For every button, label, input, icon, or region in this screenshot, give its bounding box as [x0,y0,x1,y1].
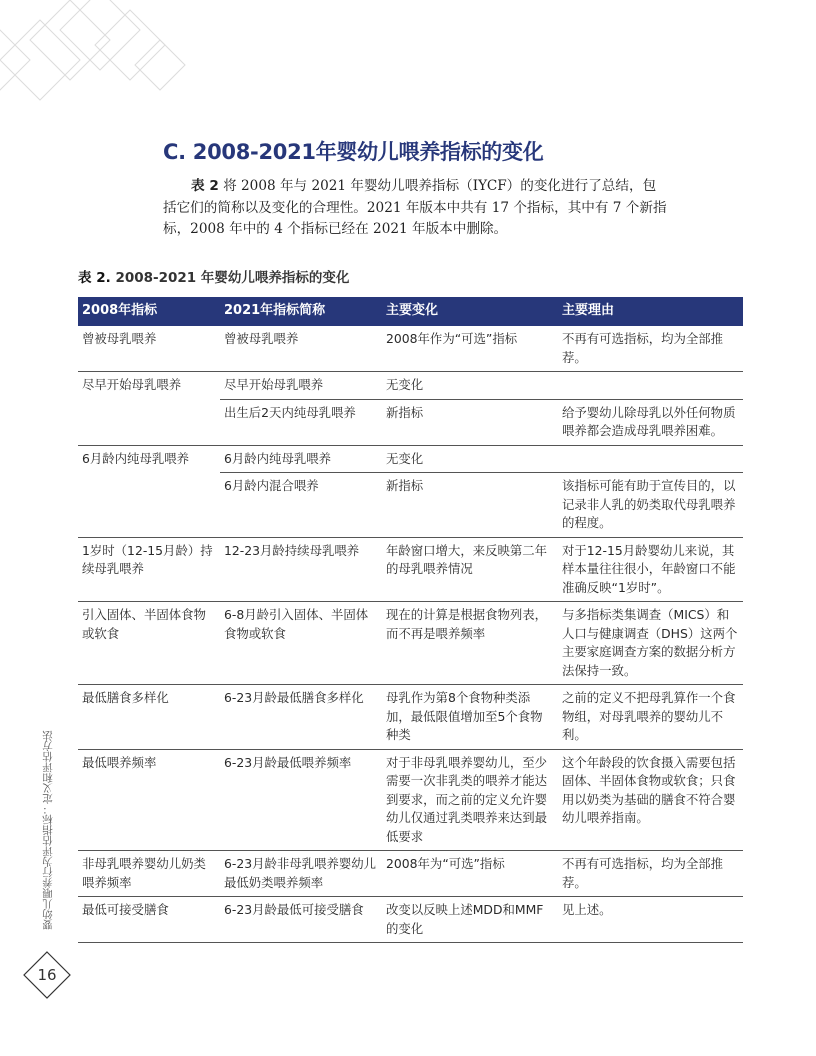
cell-main-change: 2008年为“可选”指标 [382,851,558,897]
cell-2021-short-name: 12-23月龄持续母乳喂养 [220,537,382,602]
table-reference: 表 2 [191,178,219,194]
table-row [78,445,743,473]
table-caption [78,266,349,286]
cell-2008-indicator: 最低可接受膳食 [78,897,220,943]
cell-main-change: 新指标 [382,399,558,445]
cell-2008-indicator: 非母乳喂养婴幼儿奶类喂养频率 [78,851,220,897]
table-row [78,685,743,750]
table-caption-prefix: 表 2. [78,270,111,286]
cell-main-reason: 见上述。 [558,897,743,943]
cell-2021-short-name: 出生后2天内纯母乳喂养 [220,399,382,445]
cell-2021-short-name: 6-23月龄最低喂养频率 [220,749,382,851]
cell-main-change: 现在的计算是根据食物列表，而不再是喂养频率 [382,602,558,685]
header-main-change: 主要变化 [382,297,558,326]
table-caption-title: 2008-2021 年婴幼儿喂养指标的变化 [115,270,350,286]
cell-main-change: 无变化 [382,372,558,400]
header-main-reason: 主要理由 [558,297,743,326]
table-header-row [78,297,743,326]
cell-2008-indicator: 最低喂养频率 [78,749,220,851]
cell-2008-indicator: 6月龄内纯母乳喂养 [82,450,190,466]
document-title-sidebar: 婴幼儿喂养行为评估指标：定义和评估方法 [42,730,54,930]
cell-main-reason [558,445,743,473]
cell-main-change: 年龄窗口增大，来反映第二年的母乳喂养情况 [382,537,558,602]
cell-main-reason: 之前的定义不把母乳算作一个食物组，对母乳喂养的婴幼儿不利。 [558,685,743,750]
cell-main-reason: 该指标可能有助于宣传目的，以记录非人乳的奶类取代母乳喂养的程度。 [558,473,743,538]
cell-main-reason: 给予婴幼儿除母乳以外任何物质喂养都会造成母乳喂养困难。 [558,399,743,445]
cell-2021-short-name: 6-8月龄引入固体、半固体食物或软食 [220,602,382,685]
cell-2008-indicator: 尽早开始母乳喂养 [82,377,182,392]
cell-main-reason: 与多指标类集调查（MICS）和人口与健康调查（DHS）这两个主要家庭调查方案的数据分析方法保持一致。 [558,602,743,685]
cell-main-change: 母乳作为第8个食物种类添加，最低限值增加至5个食物种类 [382,685,558,750]
cell-2008-indicator: 1岁时（12-15月龄）持续母乳喂养 [78,537,220,602]
cell-main-reason: 不再有可选指标，均为全部推荐。 [558,851,743,897]
cell-2008-indicator [78,399,220,445]
table-row [78,399,743,445]
cell-2021-short-name: 6-23月龄非母乳喂养婴幼儿最低奶类喂养频率 [220,851,382,897]
header-2021-short-name: 2021年指标简称 [220,297,382,326]
cell-main-change: 对于非母乳喂养婴幼儿，至少需要一次非乳类的喂养才能达到要求，而之前的定义允许婴幼儿仅通过乳类喂养来达到最低要求 [382,749,558,851]
cell-main-change: 无变化 [382,445,558,473]
cell-main-reason [558,372,743,400]
cell-main-reason: 对于12-15月龄婴幼儿来说，其样本量往往很小，年龄窗口不能准确反映“1岁时”。 [558,537,743,602]
cell-2021-short-name: 6-23月龄最低膳食多样化 [220,685,382,750]
table-row [78,537,743,602]
decorative-diamond-pattern [0,0,200,120]
cell-2021-short-name: 6月龄内纯母乳喂养 [220,445,382,473]
page-number: 16 [37,966,57,984]
table-row [78,851,743,897]
cell-2008-indicator [78,473,220,538]
cell-2008-indicator: 曾被母乳喂养 [78,326,220,372]
intro-paragraph [163,176,668,241]
cell-main-change: 2008年作为“可选”指标 [382,326,558,372]
table-row [78,749,743,851]
intro-text: 将 2008 年与 2021 年婴幼儿喂养指标（IYCF）的变化进行了总结，包括它们的简称以及变化的合理性。2021 年版本中共有 17 个指标，其中有 7 个新指标，2008 年中的 4 个指标已经在 2021 年版本中删除。 [163,178,667,237]
cell-2021-short-name: 6月龄内混合喂养 [220,473,382,538]
table-row [78,897,743,943]
cell-2021-short-name: 曾被母乳喂养 [220,326,382,372]
cell-main-change: 新指标 [382,473,558,538]
cell-2021-short-name: 6-23月龄最低可接受膳食 [220,897,382,943]
table-row [78,473,743,538]
table-row [78,372,743,400]
table-row [78,602,743,685]
cell-2008-indicator: 最低膳食多样化 [78,685,220,750]
cell-main-reason: 不再有可选指标，均为全部推荐。 [558,326,743,372]
cell-2021-short-name: 尽早开始母乳喂养 [220,372,382,400]
table-row [78,326,743,372]
cell-main-change: 改变以反映上述MDD和MMF的变化 [382,897,558,943]
cell-main-reason: 这个年龄段的饮食摄入需要包括固体、半固体食物或软食；只食用以奶类为基础的膳食不符合婴幼儿喂养指南。 [558,749,743,851]
cell-2008-indicator: 引入固体、半固体食物或软食 [78,602,220,685]
section-heading: C. 2008-2021年婴幼儿喂养指标的变化 [163,140,544,164]
indicator-change-table [78,297,743,943]
header-2008-indicator: 2008年指标 [78,297,220,326]
